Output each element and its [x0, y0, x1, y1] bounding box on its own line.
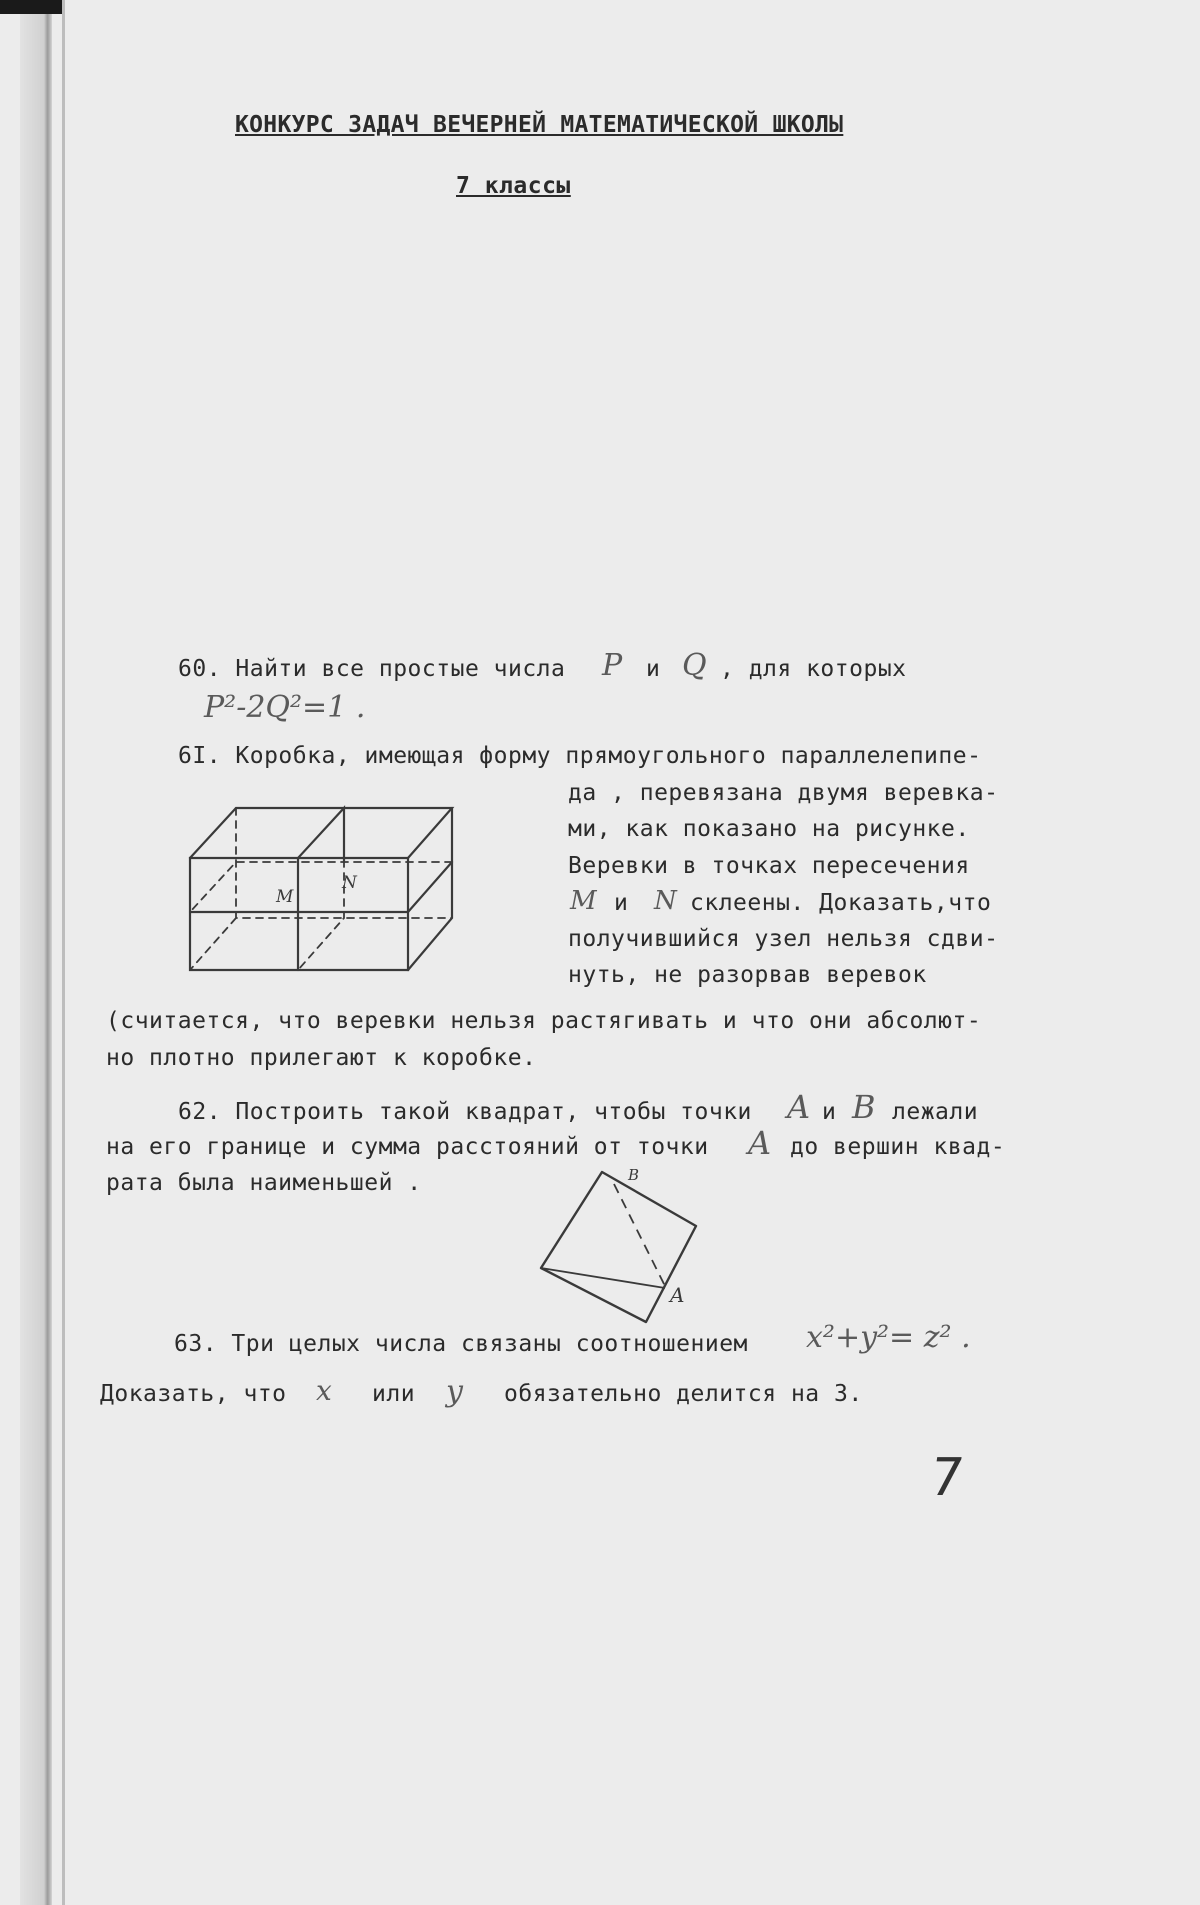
problem-60-var-q: Q: [682, 648, 707, 683]
problem-61-side-line-2: ми, как показано на рисунке.: [568, 816, 970, 842]
problem-61-full-line-2: но плотно прилегают к коробке.: [106, 1045, 537, 1071]
square-label-a: A: [670, 1283, 685, 1307]
problem-62-line2-b: до вершин квад-: [790, 1134, 1006, 1160]
problem-62-var-a-2: A: [748, 1124, 772, 1162]
problem-60-text-c: , для которых: [720, 656, 907, 682]
page-title: КОНКУРС ЗАДАЧ ВЕЧЕРНЕЙ МАТЕМАТИЧЕСКОЙ ШКОЛЫ: [235, 112, 844, 138]
problem-61-point-n: N: [654, 886, 677, 916]
problem-61-first-line: 6I. Коробка, имеющая форму прямоугольного параллелепипе-: [178, 743, 982, 769]
problem-60-var-p: P: [602, 648, 623, 683]
problem-63-line1: 63. Три целых числа связаны соотношением: [174, 1331, 748, 1357]
problem-62-line1-b: и: [822, 1099, 837, 1125]
problem-62-line1-a: 62. Построить такой квадрат, чтобы точки: [178, 1099, 752, 1125]
problem-61-side-line-5: получившийся узел нельзя сдви-: [568, 926, 999, 952]
problem-62-line1-c: лежали: [892, 1099, 979, 1125]
problem-60-formula: P²-2Q²=1 .: [204, 690, 366, 725]
problem-61-side-line-6: нуть, не разорвав веревок: [568, 962, 927, 988]
problem-61-side-line-1: да , перевязана двумя веревка-: [568, 780, 999, 806]
problem-62-var-a: A: [787, 1088, 811, 1126]
problem-63-line2-a: Доказать, что: [100, 1381, 287, 1407]
square-diagonal-hidden: [614, 1184, 666, 1288]
problem-60-text-b: и: [646, 656, 661, 682]
problem-61-full-line-1: (считается, что веревки нельзя растягивать и что они абсолют-: [106, 1008, 982, 1034]
problem-61-and: и: [614, 890, 629, 916]
problem-61-side-line-3: Веревки в точках пересечения: [568, 853, 970, 879]
problem-63-line2-c: обязательно делится на 3.: [504, 1381, 863, 1407]
box-label-n: N: [342, 873, 357, 893]
problem-63-formula: x²+y²= z² .: [806, 1320, 971, 1355]
problem-63-var-x: x: [316, 1374, 332, 1407]
problem-61-point-m: M: [570, 886, 597, 916]
problem-62-line3: рата была наименьшей .: [106, 1170, 422, 1196]
problem-61-side-line-4: склеены. Доказать,что: [690, 890, 992, 916]
problem-63-var-y: y: [446, 1374, 463, 1409]
problem-62-line2-a: на его границе и сумма расстояний от точки: [106, 1134, 709, 1160]
problem-62-var-b: B: [852, 1088, 876, 1126]
page-number: 7: [925, 1448, 968, 1508]
problem-60-text-a: 60. Найти все простые числа: [178, 656, 566, 682]
square-label-b: B: [628, 1166, 640, 1184]
box-label-m: M: [276, 887, 294, 907]
page-subtitle: 7 классы: [456, 173, 571, 199]
problem-63-line2-b: или: [372, 1381, 416, 1407]
